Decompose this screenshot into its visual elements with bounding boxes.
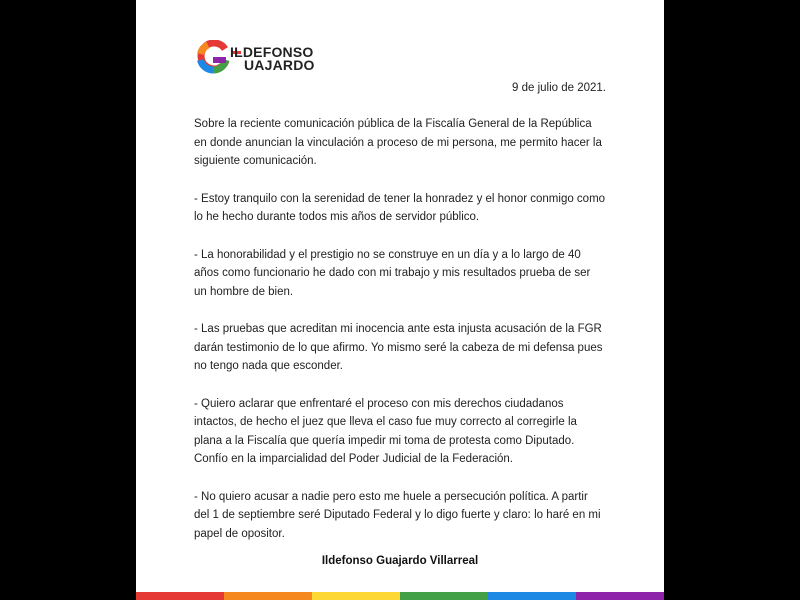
- stripe-segment: [576, 592, 664, 600]
- logo-text-line2: UAJARDO: [244, 57, 315, 73]
- letter-page: [136, 0, 664, 600]
- letter-body: [194, 115, 606, 562]
- footer-color-stripe: [136, 592, 664, 600]
- brand-logo: [196, 40, 336, 74]
- paragraph-point: - Quiero aclarar que enfrentaré el proceso con mis derechos ciudadanos intactos, de hecho el juez que lleva el caso fue muy correcto al corregirle la plana a la Fiscalía que quería impedir mi toma de protesta como Diputado. Confío en la imparcialidad del Poder Judicial de la Federación.: [194, 397, 577, 465]
- paragraph-point: - Las pruebas que acreditan mi inocencia ante esta injusta acusación de la FGR darán testimonio de lo que afirmo. Yo mismo seré la cabeza de mi defensa pues no tengo nada que esconder.: [194, 323, 603, 372]
- paragraph-point: - No quiero acusar a nadie pero esto me huele a persecución política. A partir del 1 de septiembre seré Diputado Federal y lo digo fuerte y claro: lo haré en mi papel de opositor.: [194, 490, 601, 540]
- stripe-segment: [312, 592, 400, 600]
- letter-date: 9 de julio de 2021.: [512, 82, 606, 94]
- stripe-segment: [400, 592, 488, 600]
- paragraph-intro: Sobre la reciente comunicación pública de la Fiscalía General de la República en donde anuncian la vinculación a proceso de mi persona, me permito hacer la siguiente comunicación.: [194, 118, 602, 167]
- signature: Ildefonso Guajardo Villarreal: [321, 555, 479, 567]
- paragraph-point: - Estoy tranquilo con la serenidad de tener la honradez y el honor conmigo como lo he hecho durante todos mis años de servidor público.: [194, 192, 606, 223]
- stripe-segment: [136, 592, 224, 600]
- stripe-segment: [488, 592, 576, 600]
- stripe-segment: [224, 592, 312, 600]
- logo-text-line1: ILDEFONSO: [230, 44, 314, 60]
- logo-g-icon: [196, 40, 230, 74]
- paragraph-point: - La honorabilidad y el prestigio no se construye en un día y a lo largo de 40 años como funcionario he dado con mi trabajo y mis resultados prueba de ser un hombre de bien.: [194, 248, 591, 298]
